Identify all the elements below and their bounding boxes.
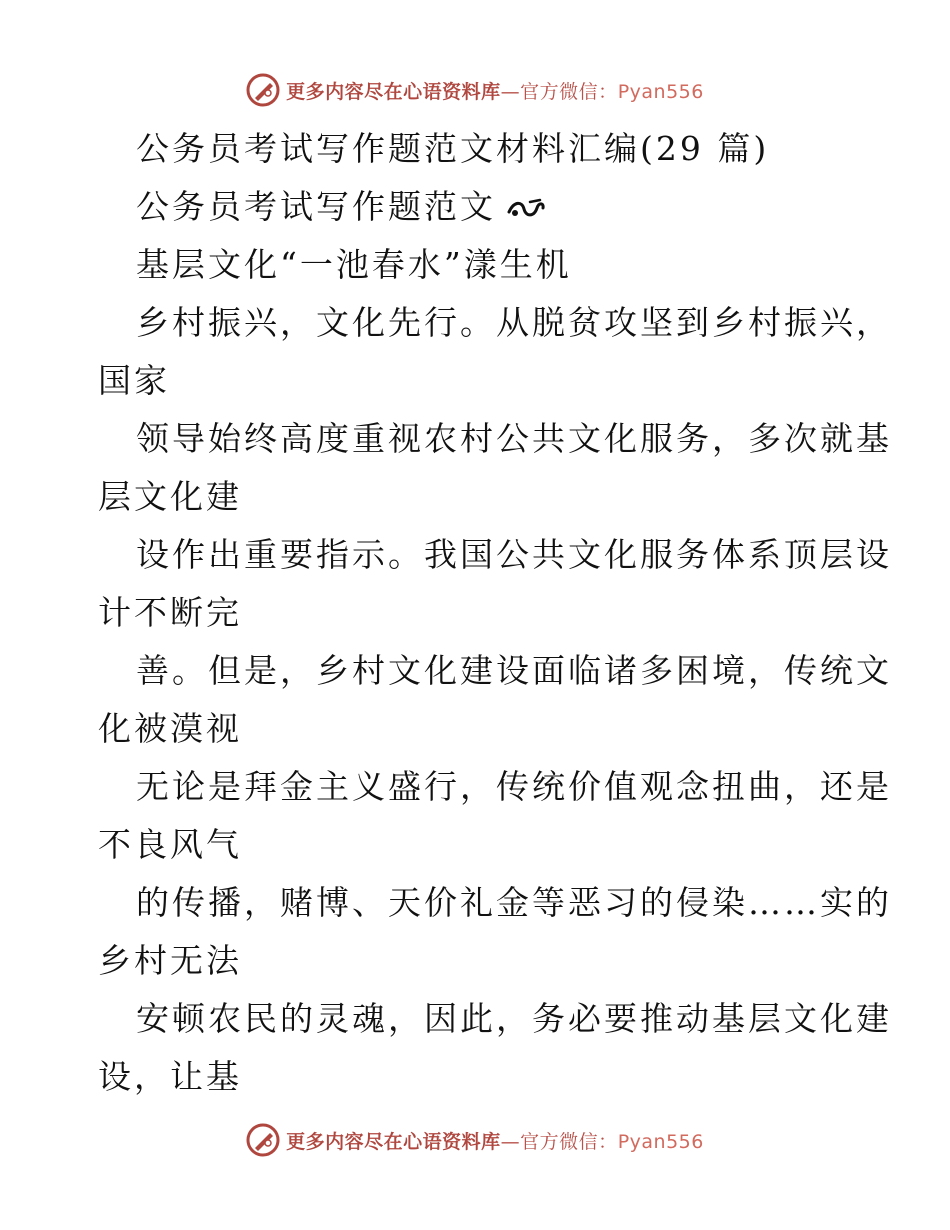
document-subtitle-row (98, 178, 858, 236)
paragraph-line: 乡村振兴，文化先行。从脱贫攻坚到乡村振兴， (136, 303, 892, 342)
watermark-text (286, 77, 704, 104)
document-title: 公务员考试写作题范文材料汇编(29 篇) (136, 129, 770, 168)
watermark-label: 官方微信： (520, 1130, 618, 1153)
watermark-text (286, 1127, 704, 1154)
document-body (98, 120, 892, 1106)
paragraph-line: 计不断完 (98, 593, 242, 632)
paragraph-line: 善。但是，乡村文化建设面临诸多困境，传统文 (136, 651, 892, 690)
paragraph-line: 层文化建 (98, 477, 242, 516)
watermark-dash: — (500, 80, 521, 103)
paragraph-line: 不良风气 (98, 825, 242, 864)
pen-logo-icon (246, 73, 280, 107)
watermark-label: 官方微信： (520, 80, 618, 103)
paragraph-line: 无论是拜金主义盛行，传统价值观念扭曲，还是 (136, 767, 892, 806)
watermark-dash: — (500, 1130, 521, 1153)
paragraph-line: 领导始终高度重视农村公共文化服务，多次就基 (136, 419, 892, 458)
flourish-icon (506, 197, 546, 221)
document-subtitle: 公务员考试写作题范文 (136, 187, 496, 226)
document-heading: 基层文化“一池春水”漾生机 (136, 245, 572, 284)
paragraph-line: 设，让基 (98, 1057, 242, 1096)
header-watermark (0, 70, 950, 110)
paragraph-line: 国家 (98, 361, 170, 400)
paragraph-line: 安顿农民的灵魂，因此，务必要推动基层文化建 (136, 999, 892, 1038)
paragraph-line: 乡村无法 (98, 941, 242, 980)
paragraph-line: 设作出重要指示。我国公共文化服务体系顶层设 (136, 535, 892, 574)
watermark-brand: 更多内容尽在心语资料库 (286, 80, 501, 103)
paragraph-line: 化被漠视 (98, 709, 242, 748)
watermark-account: Pyan556 (617, 80, 704, 103)
paragraph-line: 的传播，赌博、天价礼金等恶习的侵染……实的 (136, 883, 892, 922)
footer-watermark (0, 1120, 950, 1160)
pen-logo-icon (246, 1123, 280, 1157)
watermark-brand: 更多内容尽在心语资料库 (286, 1130, 501, 1153)
watermark-account: Pyan556 (617, 1130, 704, 1153)
